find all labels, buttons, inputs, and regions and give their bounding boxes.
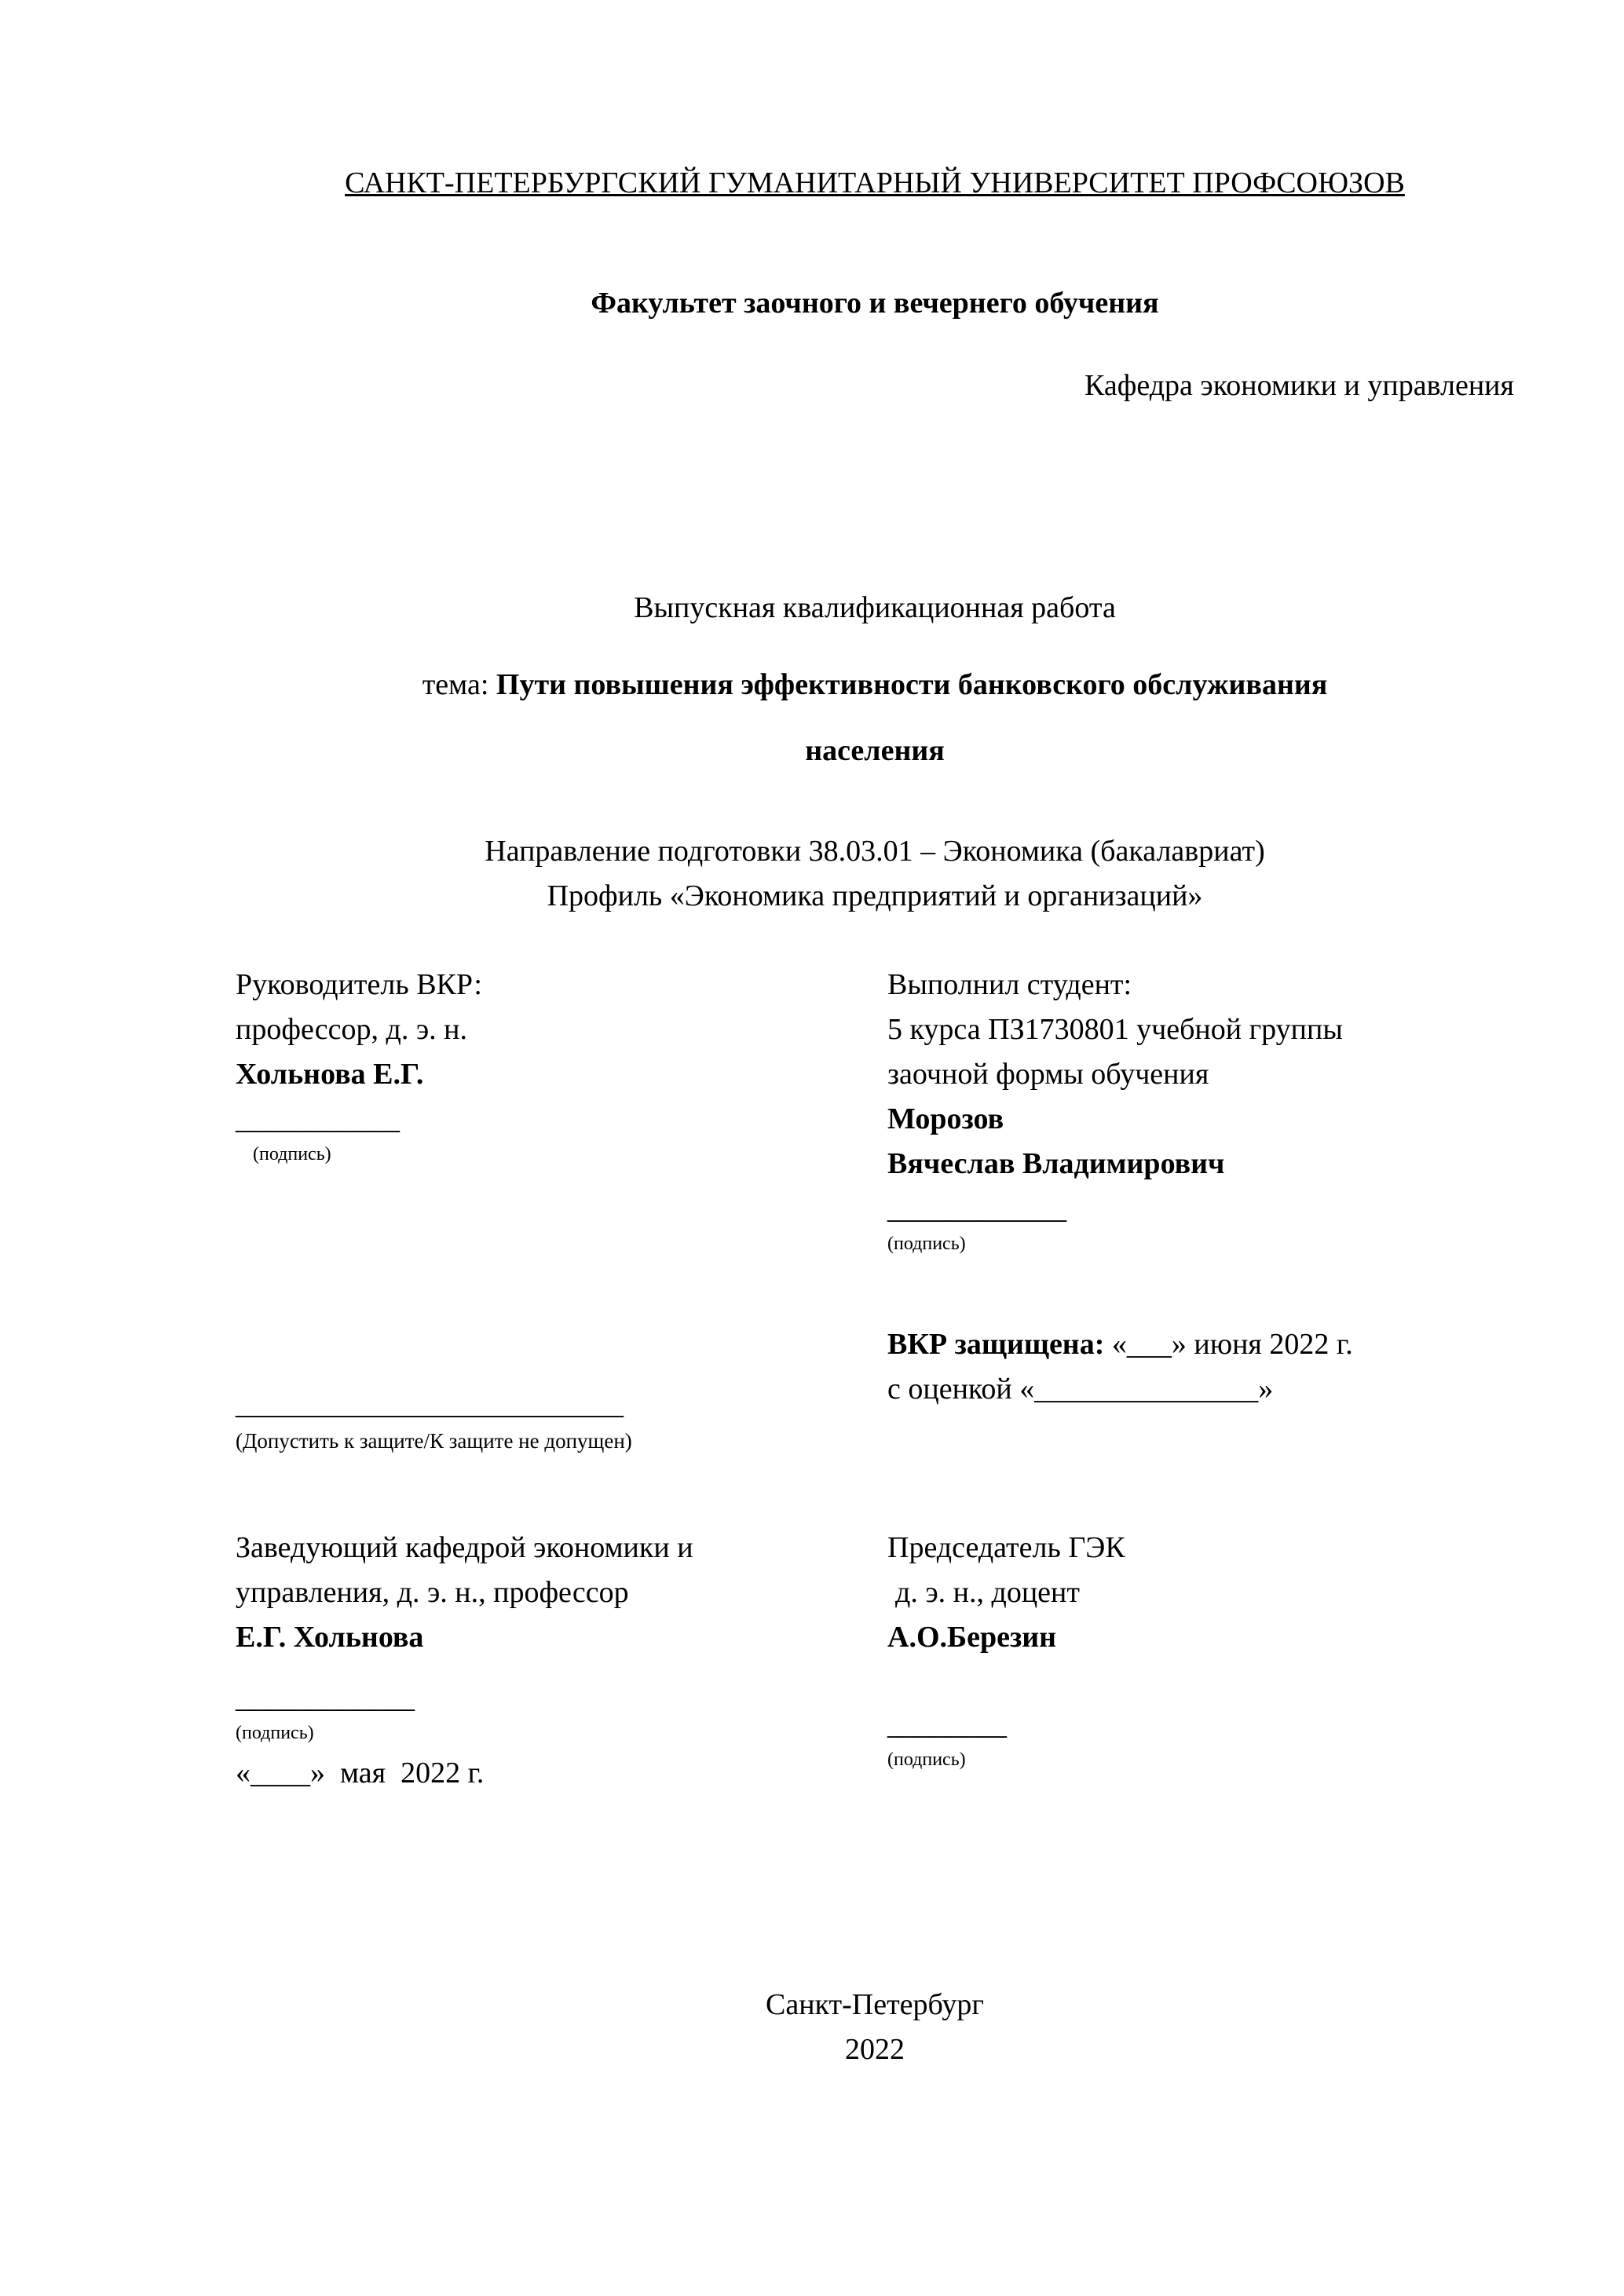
- department-head-signature-line: ____________: [236, 1680, 415, 1714]
- committee-chair-signature-line: ________: [887, 1707, 1007, 1741]
- university-name: САНКТ-ПЕТЕРБУРГСКИЙ ГУМАНИТАРНЫЙ УНИВЕРСИТЕТ ПРОФСОЮЗОВ: [345, 166, 1405, 199]
- supervisor-signature-caption: (подпись): [253, 1144, 331, 1165]
- student-block: [887, 963, 1514, 1258]
- admission-caption: (Допустить к защите/К защите не допущен): [236, 1428, 632, 1453]
- footer-year: 2022: [845, 2033, 905, 2067]
- department-name: Кафедра экономики и управления: [1084, 369, 1514, 402]
- student-group: 5 курса ПЗ1730801 учебной группы: [887, 1013, 1343, 1047]
- heads-row: [236, 1526, 1514, 1797]
- student-form: заочной формы обучения: [887, 1058, 1209, 1091]
- defense-date: «___» июня 2022 г.: [1111, 1327, 1353, 1361]
- defense-grade: с оценкой «_______________»: [887, 1372, 1274, 1406]
- topic-text-1: Пути повышения эффективности банковского обслуживания: [496, 668, 1328, 701]
- admission-defense-row: [236, 1322, 1514, 1457]
- work-type: Выпускная квалификационная работа: [634, 591, 1116, 624]
- supervisor-student-row: [236, 963, 1514, 1258]
- supervisor-name: Хольнова Е.Г.: [236, 1058, 424, 1091]
- department-head-block: [236, 1526, 887, 1797]
- committee-chair-block: [887, 1526, 1514, 1797]
- direction: Направление подготовки 38.03.01 – Экономика (бакалавриат): [485, 835, 1265, 868]
- defense-label: ВКР защищена:: [887, 1327, 1112, 1361]
- faculty-name: Факультет заочного и вечернего обучения: [591, 287, 1159, 320]
- department-head-name: Е.Г. Хольнова: [236, 1620, 424, 1654]
- admission-block: [236, 1322, 887, 1457]
- department-head-date: «____» мая 2022 г.: [236, 1757, 485, 1790]
- student-name: Вячеслав Владимирович: [887, 1147, 1225, 1181]
- topic-label: тема:: [422, 668, 496, 701]
- program-info: [236, 829, 1514, 919]
- committee-chair-line-1: Председатель ГЭК: [887, 1530, 1125, 1564]
- department-head-line-2: управления, д. э. н., профессор: [236, 1575, 629, 1609]
- committee-chair-line-2: д. э. н., доцент: [895, 1575, 1080, 1609]
- committee-chair-name: А.О.Березин: [887, 1620, 1057, 1654]
- department-head-signature-caption: (подпись): [236, 1722, 314, 1743]
- defense-line-1: [887, 1322, 1514, 1367]
- department-head-line-1: Заведующий кафедрой экономики и: [236, 1530, 693, 1564]
- supervisor-signature-line: ___________: [236, 1102, 400, 1136]
- student-label: Выполнил студент:: [887, 968, 1132, 1002]
- topic-line-1: [236, 653, 1514, 718]
- student-signature-caption: (подпись): [887, 1234, 966, 1255]
- profile: Профиль «Экономика предприятий и организаций»: [547, 879, 1203, 913]
- supervisor-block: [236, 963, 887, 1258]
- defense-block: [887, 1322, 1514, 1457]
- student-surname: Морозов: [887, 1102, 1004, 1136]
- student-signature-line: ____________: [887, 1192, 1066, 1226]
- admission-line: __________________________: [236, 1387, 624, 1420]
- supervisor-degree: профессор, д. э. н.: [236, 1013, 467, 1047]
- footer-city: Санкт-Петербург: [765, 1988, 985, 2022]
- thesis-topic: [236, 653, 1514, 784]
- committee-chair-signature-caption: (подпись): [887, 1749, 966, 1770]
- footer: [236, 1983, 1514, 2072]
- topic-text-2: населения: [805, 733, 945, 767]
- supervisor-role: Руководитель ВКР:: [236, 968, 482, 1002]
